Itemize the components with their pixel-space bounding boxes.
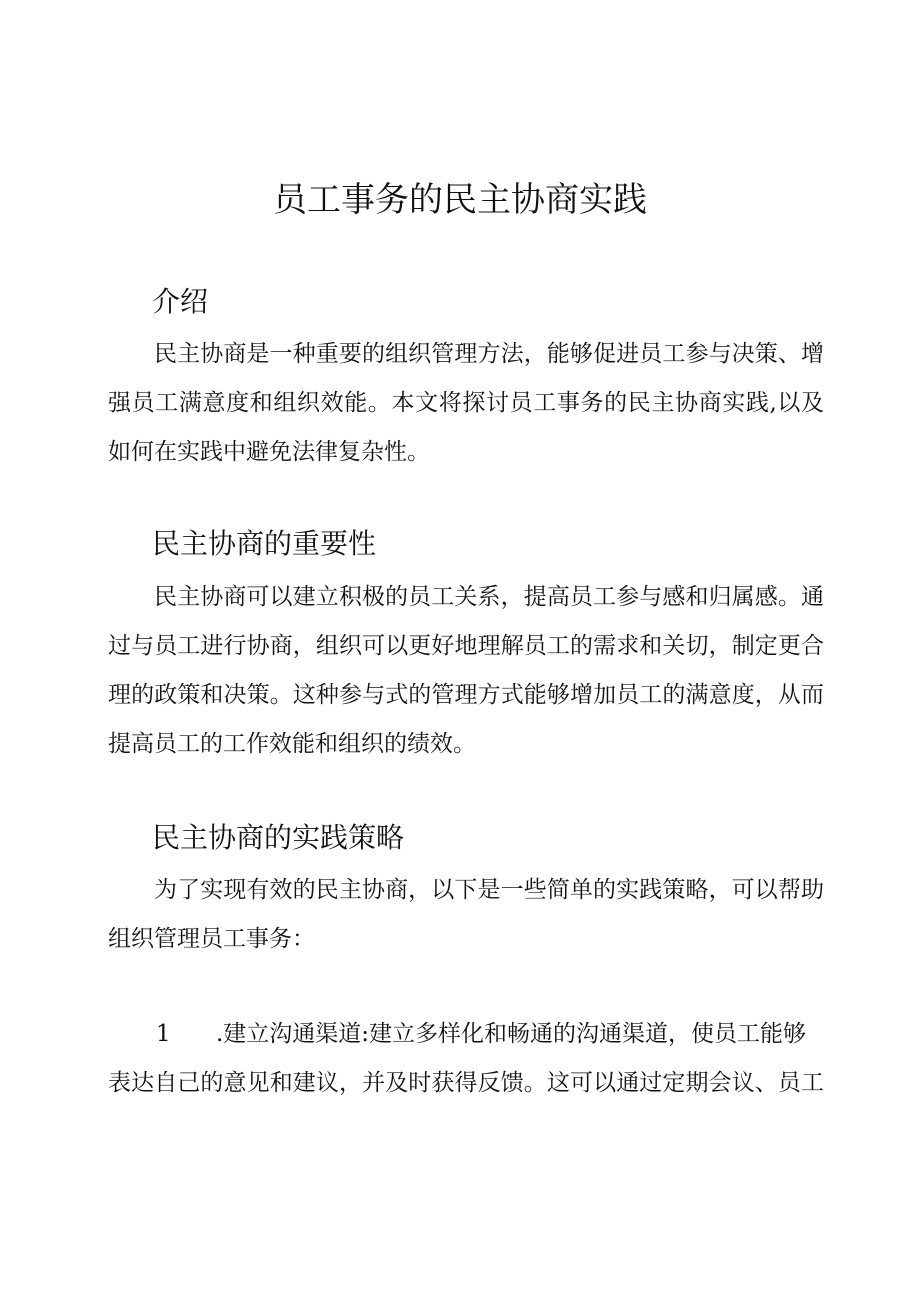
section-strategies-paragraph bbox=[108, 866, 824, 964]
document-title: 员工事务的民主协商实践 bbox=[273, 180, 647, 220]
paragraph-line: 强员工满意度和组织效能。本文将探讨员工事务的民主协商实践,以及 bbox=[108, 390, 824, 416]
paragraph-line: 过与员工进行协商，组织可以更好地理解员工的需求和关切，制定更合 bbox=[108, 633, 824, 659]
paragraph-line: 为了实现有效的民主协商，以下是一些简单的实践策略，可以帮助 bbox=[154, 877, 824, 903]
list-item-number: 1 bbox=[156, 1021, 171, 1047]
paragraph-line: 组织管理员工事务： bbox=[108, 926, 315, 952]
section-heading-importance: 民主协商的重要性 bbox=[152, 527, 377, 560]
list-item bbox=[108, 1010, 824, 1108]
paragraph-line: 表达自己的意见和建议，并及时获得反馈。这可以通过定期会议、员工 bbox=[108, 1070, 824, 1096]
paragraph-line: 理的政策和决策。这种参与式的管理方式能够增加员工的满意度，从而 bbox=[108, 682, 824, 708]
paragraph-line: 民主协商可以建立积极的员工关系，提高员工参与感和归属感。通 bbox=[154, 584, 824, 610]
section-intro-paragraph bbox=[108, 330, 824, 477]
section-heading-strategies: 民主协商的实践策略 bbox=[152, 821, 405, 854]
paragraph-line: 提高员工的工作效能和组织的绩效。 bbox=[108, 731, 476, 757]
paragraph-line: 如何在实践中避免法律复杂性。 bbox=[108, 439, 430, 465]
list-item-text: .建立沟通渠道:建立多样化和畅通的沟通渠道，使员工能够 bbox=[216, 1021, 807, 1047]
section-importance-paragraph bbox=[108, 573, 824, 769]
paragraph-line: 民主协商是一种重要的组织管理方法，能够促进员工参与决策、增 bbox=[154, 341, 824, 367]
list-item-first-line bbox=[108, 1010, 824, 1059]
section-heading-intro: 介绍 bbox=[152, 285, 209, 318]
